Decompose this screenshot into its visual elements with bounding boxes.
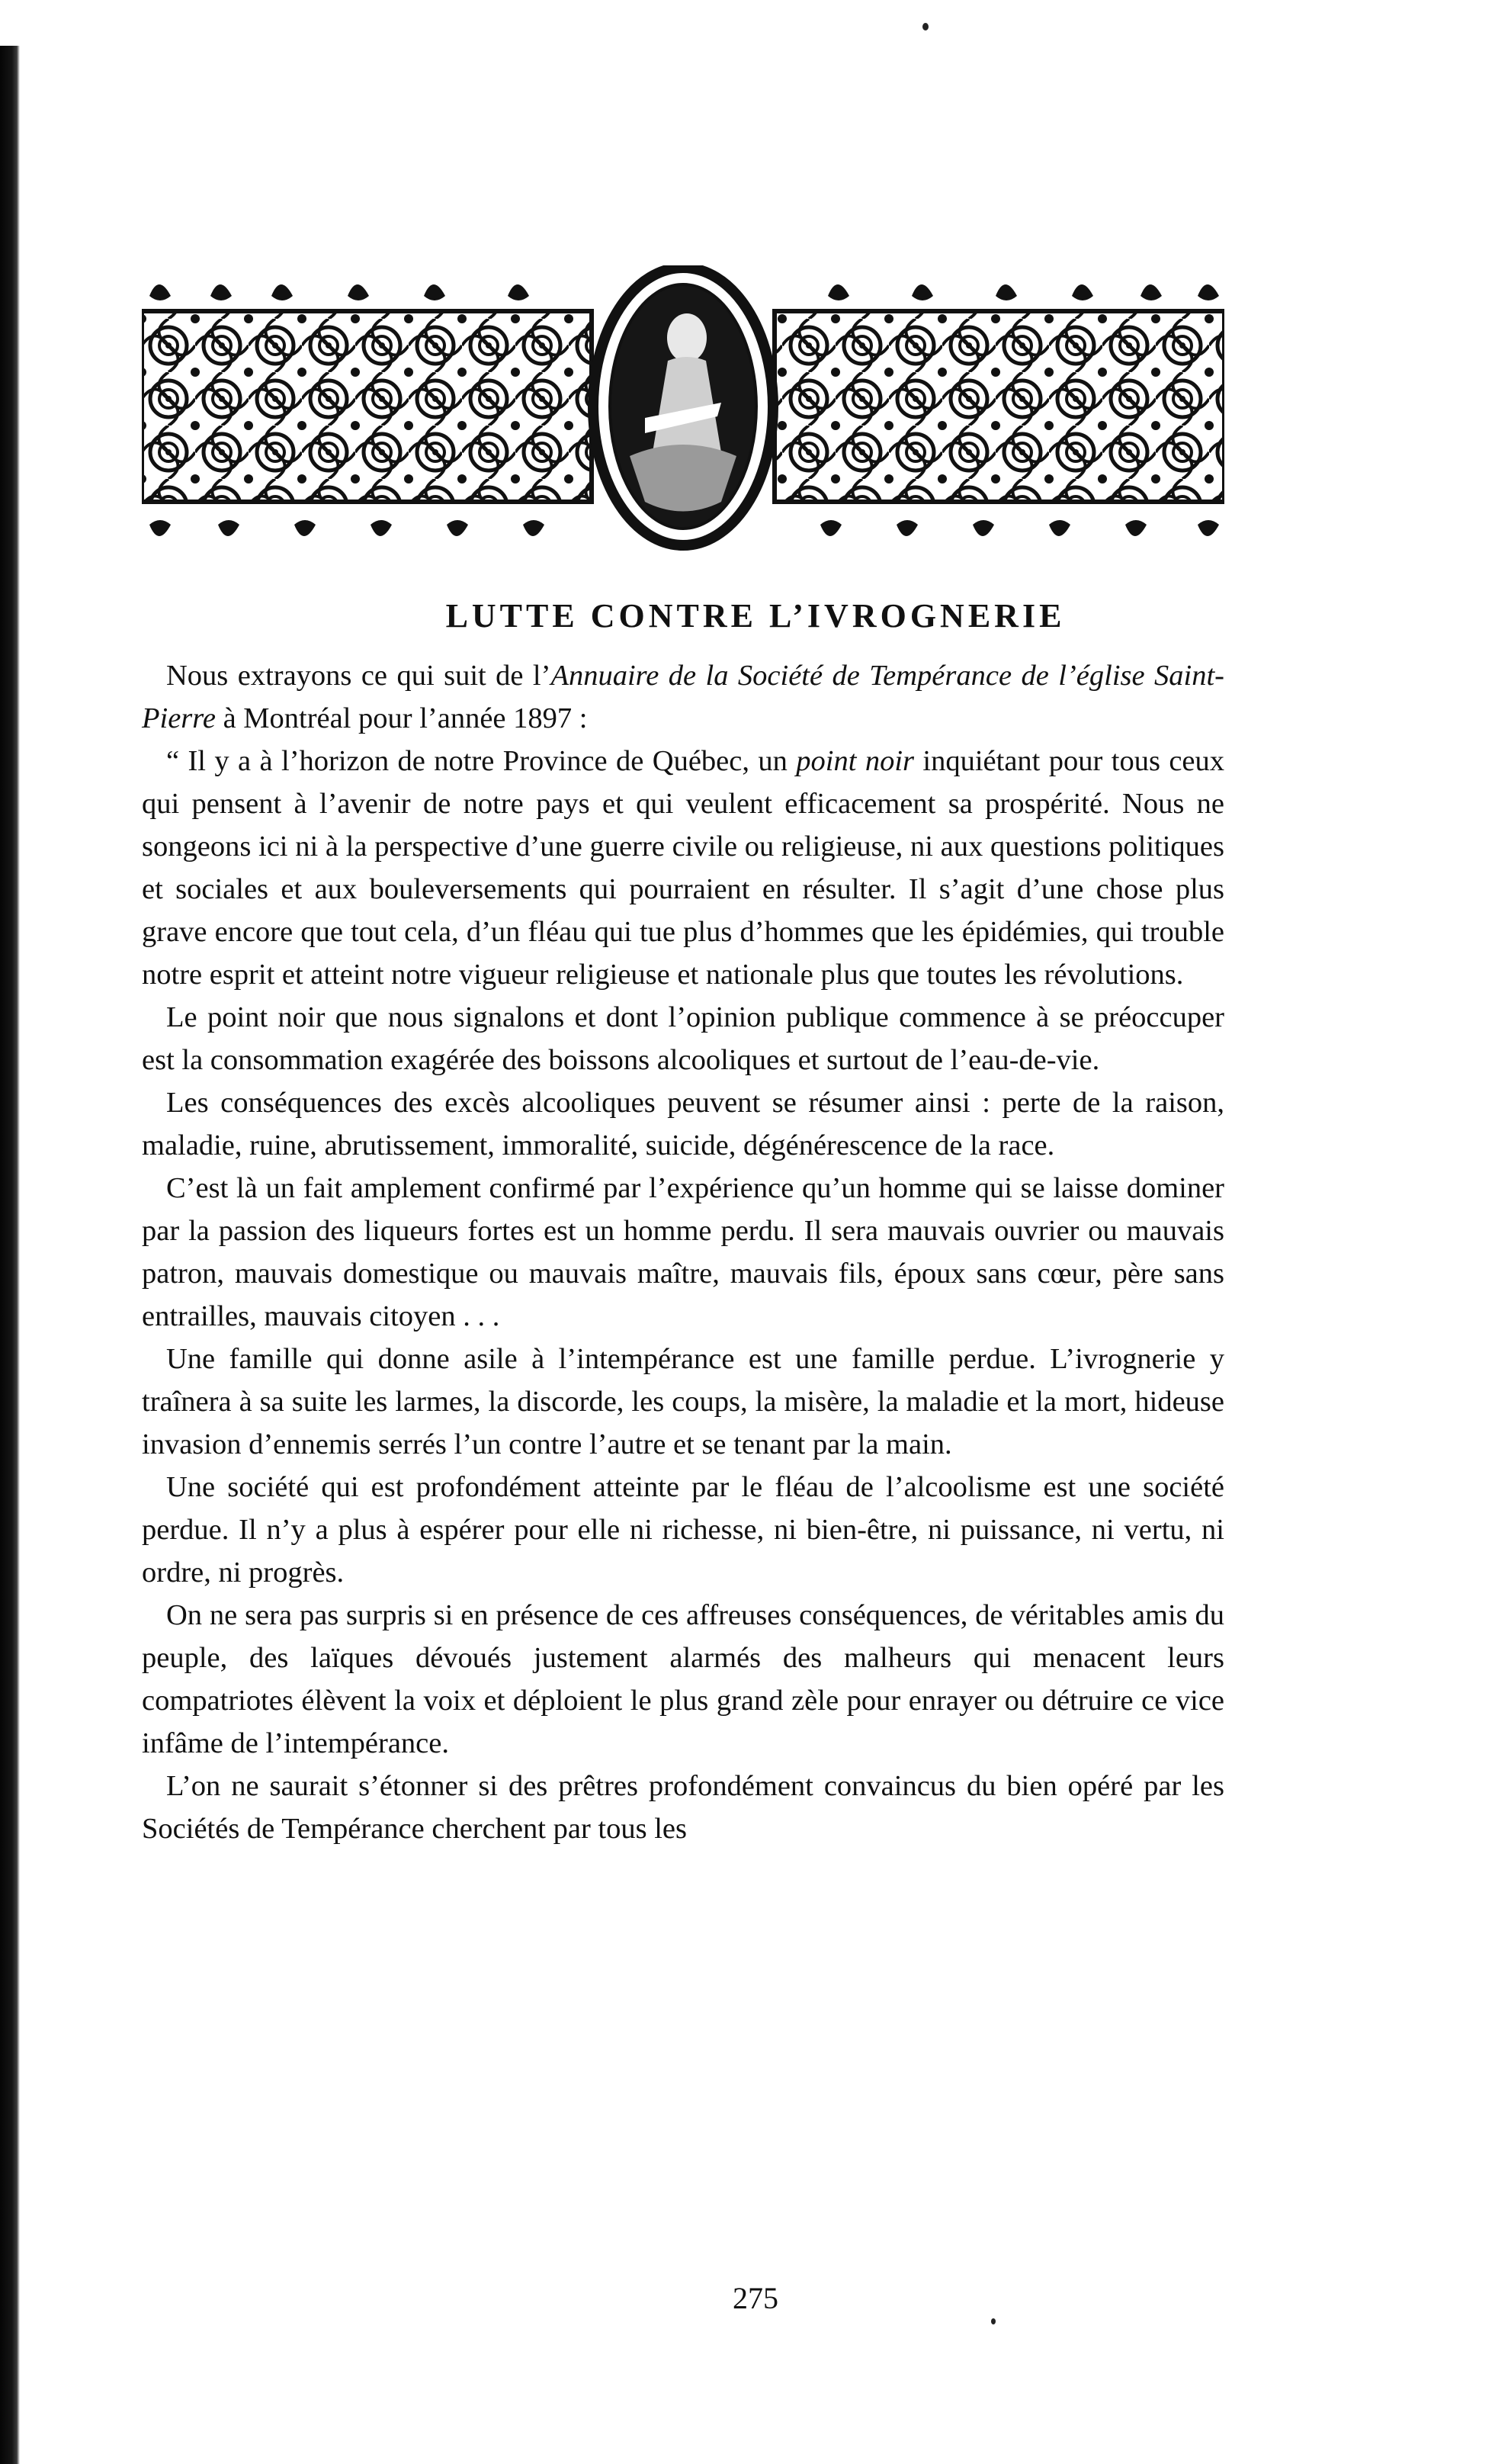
paragraph: Une société qui est profondément atteinte par le fléau de l’alcoolisme est une société perdue. Il n’y a plus à espérer pour elle ni richesse, ni bien-être, ni puissance, ni vertu, ni ordre, ni progrès. bbox=[142, 1471, 1224, 1589]
medallion-figure bbox=[593, 268, 773, 545]
paragraph: C’est là un fait amplement confirmé par l’expérience qu’un homme qui se laisse dominer par la passion des liqueurs fortes est un homme perdu. Il sera mauvais ouvrier ou mauvais patron, mauvais domestique ou mauvais maître, mauvais fils, époux sans cœur, père sans entrailles, mauvais citoyen . . . bbox=[142, 1172, 1224, 1332]
quote-emphasis: point noir bbox=[796, 745, 915, 777]
paragraph: Les conséquences des excès alcooliques peuvent se résumer ainsi : perte de la raison, maladie, ruine, abrutissement, immoralité, suicide, dégénérescence de la race. bbox=[142, 1087, 1224, 1161]
scan-gutter bbox=[0, 46, 20, 2464]
paragraph: Le point noir que nous signalons et dont l’opinion publique commence à se préoccuper est la consommation exagérée des boissons alcooliques et surtout de l’eau-de-vie. bbox=[142, 1001, 1224, 1076]
intro-text-after: à Montréal pour l’année 1897 : bbox=[215, 702, 588, 734]
quote-paragraph bbox=[142, 740, 1224, 996]
paragraph: L’on ne saurait s’étonner si des prêtres profondément convaincus du bien opéré par les Sociétés de Tempérance cherchent par tous les bbox=[142, 1770, 1224, 1845]
paragraph: On ne sera pas surpris si en présence de ces affreuses conséquences, de véritables amis du peuple, des laïques dévoués justement alarmés des malheurs qui menacent leurs compatriotes élèvent la voix et déploient le plus grand zèle pour enrayer ou détruire ce vice infâme de l’intempérance. bbox=[142, 1599, 1224, 1759]
paragraph: Une famille qui donne asile à l’intempérance est une famille perdue. L’ivrognerie y traînera à sa suite les larmes, la discorde, les coups, la misère, la maladie et la mort, hideuse invasion d’ennemis serrés l’un contre l’autre et se tenant par la main. bbox=[142, 1343, 1224, 1460]
article-body bbox=[142, 654, 1224, 1850]
scan-speck bbox=[922, 23, 929, 31]
intro-paragraph bbox=[142, 654, 1224, 740]
quote-text-before: “ Il y a à l’horizon de notre Province de Québec, un bbox=[166, 745, 797, 777]
intro-text-before: Nous extrayons ce qui suit de l’ bbox=[166, 660, 551, 692]
page-number: 275 bbox=[733, 2281, 778, 2315]
ornamental-headpiece bbox=[142, 265, 1224, 555]
scan-speck bbox=[991, 2318, 996, 2324]
page-title: LUTTE CONTRE L’IVROGNERIE bbox=[445, 597, 1066, 634]
quote-text-after: inquiétant pour tous ceux qui pensent à l’avenir de notre pays et qui veulent efficacement sa prospérité. Nous ne songeons ici ni à la perspective d’une guerre civile ou religieuse, ni aux questions politiques et sociales et aux bouleversements qui pourraient en résulter. Il s’agit d’une chose plus grave encore que tout cela, d’un fléau qui tue plus d’hommes que les épidémies, qui trouble notre esprit et atteint notre vigueur religieuse et nationale plus que toutes les révolutions. bbox=[142, 745, 1224, 991]
source-title: Annuaire de la Société de Tempérance de l’église Saint-Pierre bbox=[142, 660, 1224, 734]
